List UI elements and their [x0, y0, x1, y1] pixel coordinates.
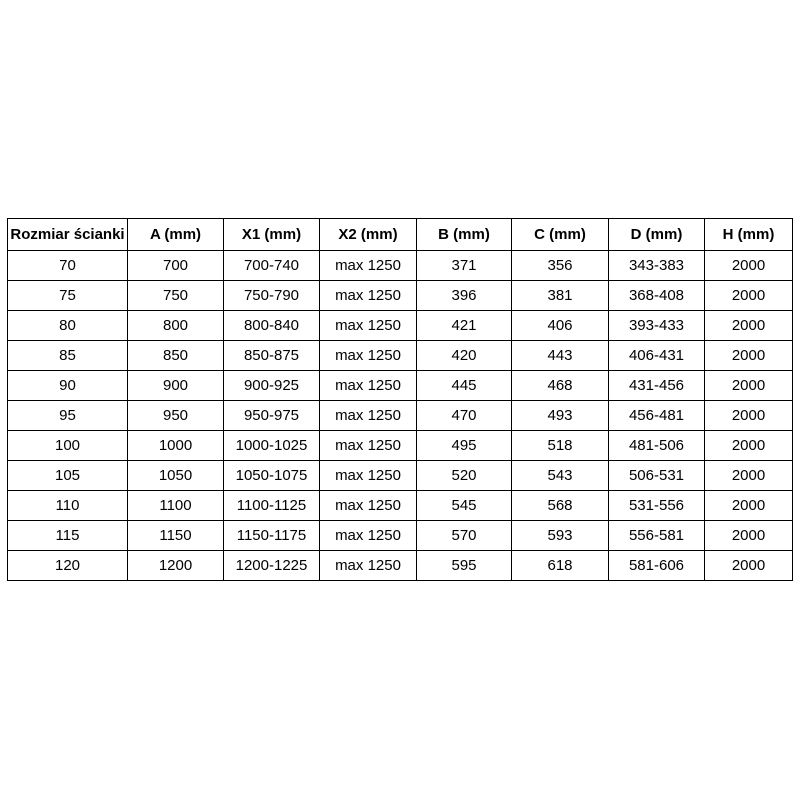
- table-cell: max 1250: [320, 461, 417, 491]
- table-cell: 750: [128, 281, 224, 311]
- table-cell: 2000: [705, 521, 793, 551]
- column-header: D (mm): [609, 219, 705, 251]
- table-cell: 70: [8, 251, 128, 281]
- table-cell: 368-408: [609, 281, 705, 311]
- table-cell: 1050: [128, 461, 224, 491]
- table-cell: 115: [8, 521, 128, 551]
- table-cell: 1000: [128, 431, 224, 461]
- table-cell: 110: [8, 491, 128, 521]
- table-cell: 2000: [705, 431, 793, 461]
- table-cell: 371: [417, 251, 512, 281]
- table-row: [8, 461, 793, 491]
- table-cell: max 1250: [320, 311, 417, 341]
- table-cell: 445: [417, 371, 512, 401]
- table-row: [8, 371, 793, 401]
- table-cell: 2000: [705, 281, 793, 311]
- table-cell: 850-875: [224, 341, 320, 371]
- table-cell: 396: [417, 281, 512, 311]
- table-row: [8, 521, 793, 551]
- table-cell: 493: [512, 401, 609, 431]
- dimension-spec-table: [7, 218, 793, 581]
- table-cell: 2000: [705, 551, 793, 581]
- table-cell: 800: [128, 311, 224, 341]
- table-cell: 120: [8, 551, 128, 581]
- table-cell: max 1250: [320, 551, 417, 581]
- table-cell: 481-506: [609, 431, 705, 461]
- table-row: [8, 281, 793, 311]
- table-cell: 456-481: [609, 401, 705, 431]
- table-cell: 2000: [705, 401, 793, 431]
- table-cell: max 1250: [320, 281, 417, 311]
- table-cell: 506-531: [609, 461, 705, 491]
- table-cell: 545: [417, 491, 512, 521]
- table-row: [8, 401, 793, 431]
- table-row: [8, 491, 793, 521]
- table-cell: 568: [512, 491, 609, 521]
- table-row: [8, 311, 793, 341]
- column-header: H (mm): [705, 219, 793, 251]
- table-cell: 1150: [128, 521, 224, 551]
- table-cell: max 1250: [320, 521, 417, 551]
- table-cell: 495: [417, 431, 512, 461]
- column-header: B (mm): [417, 219, 512, 251]
- table-header: [8, 219, 793, 251]
- table-cell: 2000: [705, 251, 793, 281]
- table-body: [8, 251, 793, 581]
- table-cell: 593: [512, 521, 609, 551]
- table-cell: 406-431: [609, 341, 705, 371]
- table-cell: 468: [512, 371, 609, 401]
- table-cell: 1000-1025: [224, 431, 320, 461]
- table-cell: 1200: [128, 551, 224, 581]
- table-cell: 431-456: [609, 371, 705, 401]
- table-cell: 900: [128, 371, 224, 401]
- table-cell: max 1250: [320, 371, 417, 401]
- table-cell: 1150-1175: [224, 521, 320, 551]
- table-cell: 520: [417, 461, 512, 491]
- table-cell: max 1250: [320, 341, 417, 371]
- table-row: [8, 251, 793, 281]
- table-cell: 543: [512, 461, 609, 491]
- table-cell: 343-383: [609, 251, 705, 281]
- table-cell: 581-606: [609, 551, 705, 581]
- table-cell: 570: [417, 521, 512, 551]
- table-row: [8, 551, 793, 581]
- table-row: [8, 431, 793, 461]
- table-cell: 950-975: [224, 401, 320, 431]
- table-cell: 2000: [705, 371, 793, 401]
- table-cell: max 1250: [320, 491, 417, 521]
- table-cell: 420: [417, 341, 512, 371]
- table-cell: 381: [512, 281, 609, 311]
- table-cell: 421: [417, 311, 512, 341]
- table-cell: max 1250: [320, 401, 417, 431]
- table-cell: 850: [128, 341, 224, 371]
- header-row: [8, 219, 793, 251]
- table-cell: 556-581: [609, 521, 705, 551]
- table-cell: 1200-1225: [224, 551, 320, 581]
- table-cell: 1050-1075: [224, 461, 320, 491]
- table-cell: 700-740: [224, 251, 320, 281]
- table-cell: 2000: [705, 491, 793, 521]
- column-header: A (mm): [128, 219, 224, 251]
- table-cell: 2000: [705, 311, 793, 341]
- table-cell: 950: [128, 401, 224, 431]
- table-cell: 700: [128, 251, 224, 281]
- table-cell: 90: [8, 371, 128, 401]
- table-cell: 750-790: [224, 281, 320, 311]
- table-cell: 518: [512, 431, 609, 461]
- table-cell: 900-925: [224, 371, 320, 401]
- table-cell: 1100: [128, 491, 224, 521]
- column-header: X2 (mm): [320, 219, 417, 251]
- table-cell: max 1250: [320, 251, 417, 281]
- table-cell: 470: [417, 401, 512, 431]
- table-cell: 618: [512, 551, 609, 581]
- column-header: X1 (mm): [224, 219, 320, 251]
- table-cell: 85: [8, 341, 128, 371]
- table-cell: 75: [8, 281, 128, 311]
- table-cell: max 1250: [320, 431, 417, 461]
- table-cell: 356: [512, 251, 609, 281]
- table-cell: 105: [8, 461, 128, 491]
- table-cell: 800-840: [224, 311, 320, 341]
- table-cell: 393-433: [609, 311, 705, 341]
- table-cell: 406: [512, 311, 609, 341]
- table-row: [8, 341, 793, 371]
- table-cell: 2000: [705, 461, 793, 491]
- column-header: Rozmiar ścianki: [8, 219, 128, 251]
- table-cell: 595: [417, 551, 512, 581]
- table-cell: 2000: [705, 341, 793, 371]
- table-cell: 531-556: [609, 491, 705, 521]
- table-cell: 100: [8, 431, 128, 461]
- table-cell: 95: [8, 401, 128, 431]
- table-cell: 1100-1125: [224, 491, 320, 521]
- column-header: C (mm): [512, 219, 609, 251]
- table-cell: 443: [512, 341, 609, 371]
- table-cell: 80: [8, 311, 128, 341]
